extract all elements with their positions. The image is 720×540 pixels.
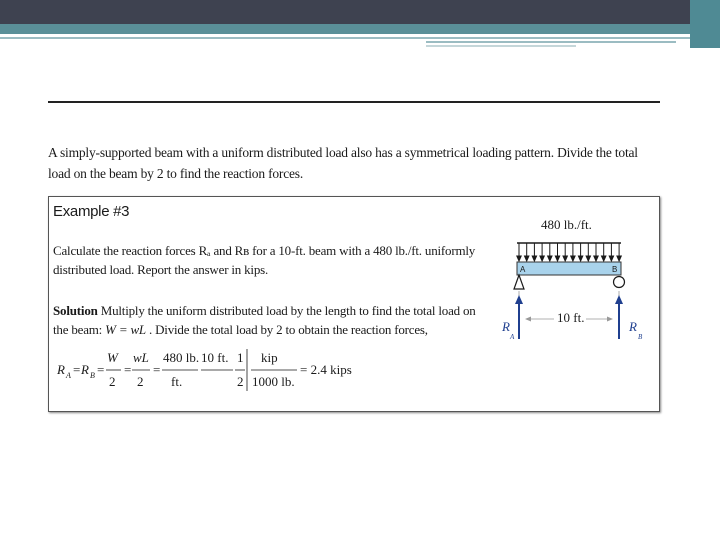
example-title: Example #3 bbox=[53, 203, 130, 220]
pin-support-icon bbox=[514, 275, 524, 289]
distributed-load-arrows bbox=[517, 243, 622, 261]
header-stripe bbox=[426, 45, 576, 47]
solution-text-part2: . Divide the total load by 2 to obtain the reaction forces, bbox=[145, 322, 428, 337]
eq-frac3-num: 480 lb. bbox=[163, 350, 200, 365]
svg-text:A: A bbox=[510, 333, 515, 341]
reaction-b-arrowhead-icon bbox=[615, 295, 623, 304]
eq-equals: = bbox=[97, 362, 105, 377]
load-arrowhead-icon bbox=[578, 256, 582, 261]
eq-rb-sub: B bbox=[90, 371, 95, 380]
eq-result: = 2.4 kips bbox=[300, 362, 352, 377]
load-arrowhead-icon bbox=[563, 256, 567, 261]
reaction-b-label bbox=[628, 319, 643, 341]
svg-text:R: R bbox=[502, 319, 510, 334]
header-stripe bbox=[0, 37, 690, 39]
svg-text:B: B bbox=[638, 333, 643, 341]
eq-rb: R bbox=[81, 362, 89, 377]
title-divider bbox=[48, 101, 660, 103]
eq-equals: = bbox=[73, 362, 81, 377]
eq-frac4-num: 1 bbox=[237, 350, 244, 365]
solution-formula: W = wL bbox=[105, 322, 146, 337]
load-arrowhead-icon bbox=[548, 256, 552, 261]
eq-frac2-num: wL bbox=[133, 350, 149, 365]
load-arrowhead-icon bbox=[525, 256, 529, 261]
header-dark-band bbox=[0, 0, 720, 24]
beam-diagram bbox=[499, 207, 649, 357]
load-label: 480 lb./ft. bbox=[541, 217, 592, 232]
load-arrowhead-icon bbox=[602, 256, 606, 261]
intro-paragraph: A simply-supported beam with a uniform distributed load also has a symmetrical loading pattern. Divide the total load on the beam by 2 to find the reaction forces. bbox=[48, 145, 638, 181]
eq-frac5-den: 1000 lb. bbox=[252, 374, 295, 389]
load-arrowhead-icon bbox=[555, 256, 559, 261]
eq-frac3-den: ft. bbox=[171, 374, 183, 389]
eq-frac5-num: kip bbox=[261, 350, 278, 365]
load-arrowhead-icon bbox=[517, 256, 521, 261]
eq-length: 10 ft. bbox=[201, 350, 229, 365]
solution-text-part1: Multiply the uniform distributed load by the length to find the total load on the beam: bbox=[53, 303, 476, 337]
eq-frac1-num: W bbox=[107, 350, 118, 365]
load-arrowhead-icon bbox=[532, 256, 536, 261]
roller-support-icon bbox=[614, 277, 625, 288]
eq-equals: = bbox=[153, 362, 161, 377]
load-arrowhead-icon bbox=[594, 256, 598, 261]
eq-equals: = bbox=[124, 362, 132, 377]
beam bbox=[517, 262, 621, 275]
reaction-a-label bbox=[501, 319, 515, 341]
load-arrowhead-icon bbox=[571, 256, 575, 261]
reaction-a-arrowhead-icon bbox=[515, 295, 523, 304]
reaction-equation bbox=[55, 345, 352, 397]
dimension-arrow-right-icon bbox=[607, 317, 613, 322]
solution-label: Solution bbox=[53, 303, 98, 318]
beam-point-a: A bbox=[520, 265, 526, 274]
example-box bbox=[48, 196, 660, 412]
load-arrowhead-icon bbox=[586, 256, 590, 261]
eq-frac1-den: 2 bbox=[109, 374, 116, 389]
example-solution-text bbox=[53, 301, 493, 339]
dimension-arrow-left-icon bbox=[525, 317, 531, 322]
eq-frac4-den: 2 bbox=[237, 374, 244, 389]
load-arrowhead-icon bbox=[609, 256, 613, 261]
example-problem-text: Calculate the reaction forces Rₐ and Rʙ for a 10-ft. beam with a 480 lb./ft. uniformly distributed load. Report the answer in kips. bbox=[53, 243, 476, 277]
eq-ra: R bbox=[57, 362, 65, 377]
beam-point-b: B bbox=[612, 265, 618, 274]
load-arrowhead-icon bbox=[617, 256, 621, 261]
load-arrowhead-icon bbox=[540, 256, 544, 261]
header-corner-block bbox=[690, 0, 720, 48]
header-teal-band bbox=[0, 24, 720, 34]
svg-text:R: R bbox=[629, 319, 637, 334]
eq-frac2-den: 2 bbox=[137, 374, 144, 389]
eq-ra-sub: A bbox=[66, 371, 71, 380]
header-stripe bbox=[426, 41, 676, 43]
span-label: 10 ft. bbox=[557, 310, 585, 325]
